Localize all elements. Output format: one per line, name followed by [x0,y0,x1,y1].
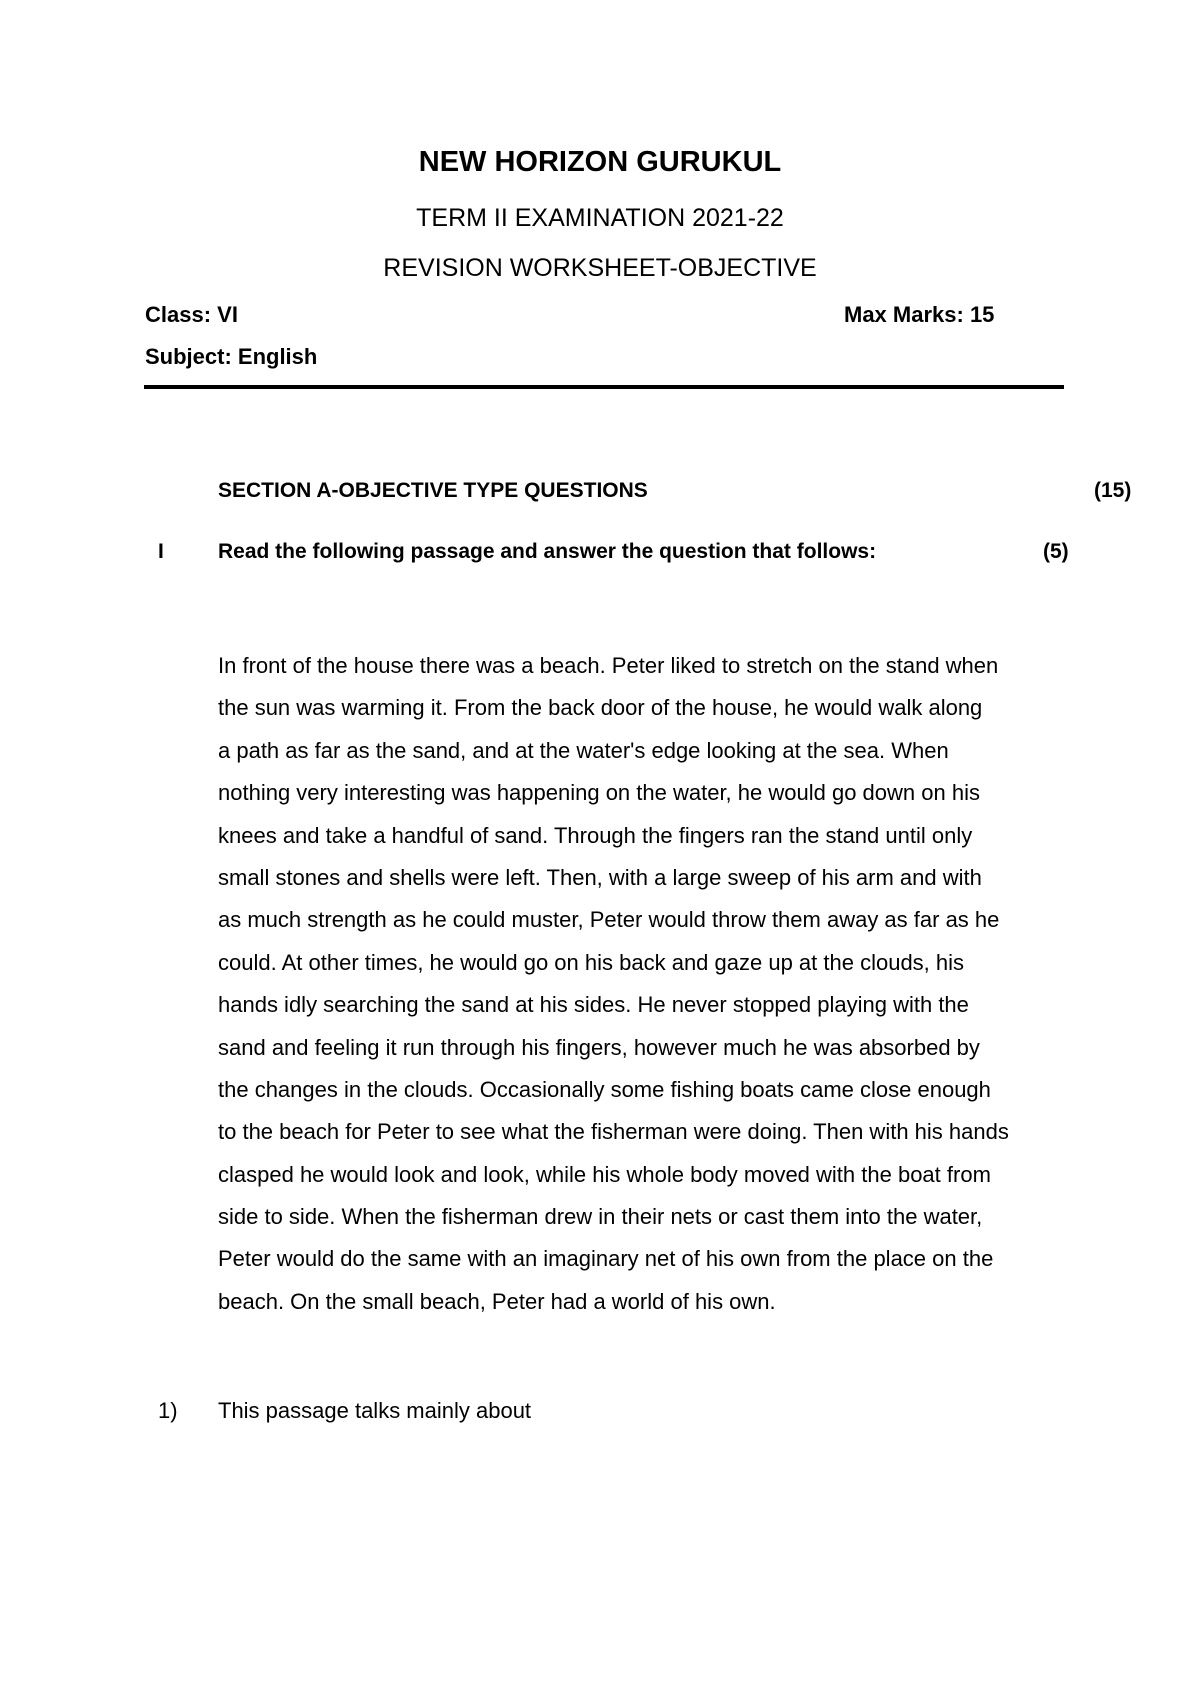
section-title: SECTION A-OBJECTIVE TYPE QUESTIONS [218,479,648,502]
passage-line: the sun was warming it. From the back door of the house, he would walk along [218,695,983,721]
passage-line: In front of the house there was a beach. Peter liked to stretch on the stand when [218,653,999,678]
passage-line: Peter would do the same with an imaginary net of his own from the place on the [218,1246,994,1272]
section-marks: (15) [1094,479,1132,502]
question-block-instruction: Read the following passage and answer the question that follows: [218,540,877,563]
passage-line: clasped he would look and look, while his whole body moved with the boat from [218,1161,991,1187]
question-number: 1) [158,1398,178,1423]
reading-passage [218,650,1078,1328]
question-block-number: I [158,540,164,563]
school-name: NEW HORIZON GURUKUL [418,146,782,178]
question-text: This passage talks mainly about [218,1398,532,1423]
passage-line: hands idly searching the sand at his sides. He never stopped playing with the [218,992,969,1018]
exam-title: TERM II EXAMINATION 2021-22 [416,204,784,232]
passage-line: knees and take a handful of sand. Through the fingers ran the stand until only [218,822,973,848]
passage-line: the changes in the clouds. Occasionally some fishing boats came close enough [218,1076,991,1102]
passage-line: sand and feeling it run through his fingers, however much he was absorbed by [218,1034,980,1060]
worksheet-title: REVISION WORKSHEET-OBJECTIVE [383,254,817,282]
subject-label: Subject: English [145,344,318,369]
passage-line: as much strength as he could muster, Peter would throw them away as far as he [218,907,1000,933]
passage-line: beach. On the small beach, Peter had a world of his own. [218,1288,776,1314]
passage-line: could. At other times, he would go on his back and gaze up at the clouds, his [218,949,965,975]
passage-line: a path as far as the sand, and at the water's edge looking at the sea. When [218,737,949,763]
passage-line: nothing very interesting was happening on the water, he would go down on his [218,780,980,806]
question-block-marks: (5) [1043,540,1069,563]
passage-line: to the beach for Peter to see what the fisherman were doing. Then with his hands [218,1119,1009,1145]
max-marks-label: Max Marks: 15 [844,302,995,327]
class-label: Class: VI [145,302,238,327]
passage-line: small stones and shells were left. Then, with a large sweep of his arm and with [218,864,982,890]
header-divider [144,385,1064,389]
passage-line: side to side. When the fisherman drew in their nets or cast them into the water, [218,1204,983,1230]
